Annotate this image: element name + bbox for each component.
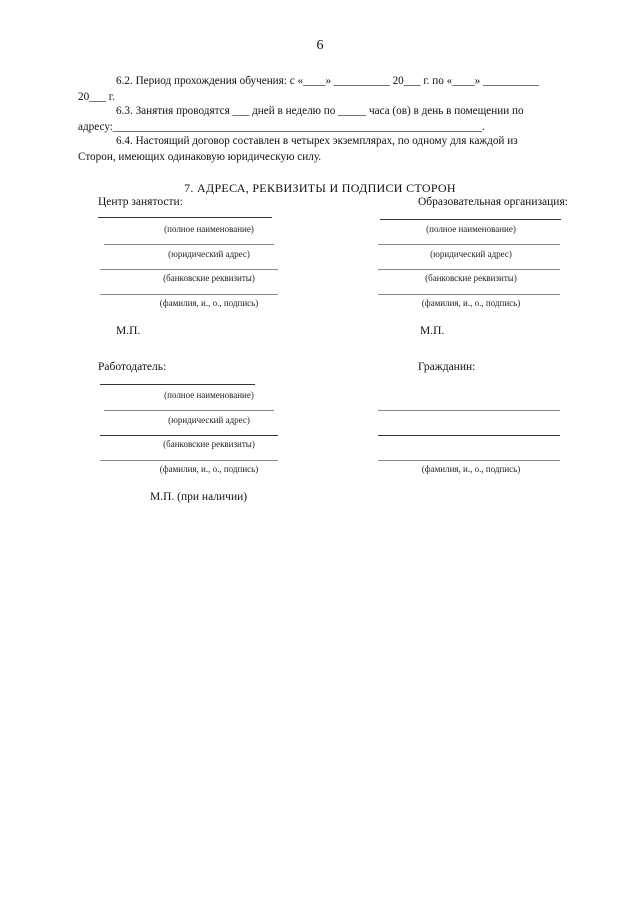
employment-center-caption-name: (полное наименование) <box>164 224 254 234</box>
paragraph-6-4-line1: 6.4. Настоящий договор составлен в четырех экземплярах, по одному для каждой из <box>116 135 518 147</box>
employment-center-stamp: М.П. <box>116 325 141 337</box>
employment-center-caption-signature: (фамилия, и., о., подпись) <box>159 298 259 308</box>
section-title: 7. АДРЕСА, РЕКВИЗИТЫ И ПОДПИСИ СТОРОН <box>184 181 456 195</box>
employment-center-name-line <box>98 217 272 218</box>
employer-bank-line <box>100 435 278 436</box>
citizen-caption-signature: (фамилия, и., о., подпись) <box>421 464 521 474</box>
educational-org-address-line <box>378 244 560 245</box>
citizen-signature-line <box>378 460 560 461</box>
paragraph-6-2-line1: 6.2. Период прохождения обучения: с «____» __________ 20___ г. по «____» __________ <box>116 75 539 87</box>
citizen-title: Гражданин: <box>418 361 476 373</box>
employer-title: Работодатель: <box>98 361 167 373</box>
educational-org-title: Образовательная организация: <box>418 196 568 208</box>
educational-org-caption-bank: (банковские реквизиты) <box>425 273 517 283</box>
educational-org-bank-line <box>378 269 560 270</box>
paragraph-6-2-line2: 20___ г. <box>78 91 115 103</box>
employer-signature-line <box>100 460 278 461</box>
employer-caption-name: (полное наименование) <box>164 390 254 400</box>
paragraph-6-3-line2: адресу:__________________________________________________________________. <box>78 121 485 133</box>
employment-center-title: Центр занятости: <box>98 196 183 208</box>
employer-address-line <box>104 410 274 411</box>
page-number: 6 <box>316 38 324 53</box>
educational-org-caption-signature: (фамилия, и., о., подпись) <box>421 298 521 308</box>
employment-center-address-line <box>104 244 274 245</box>
paragraph-6-4 <box>78 133 604 165</box>
paragraph-6-2 <box>78 73 604 105</box>
paragraph-6-4-line2: Сторон, имеющих одинаковую юридическую силу. <box>78 151 322 163</box>
employment-center-bank-line <box>100 269 278 270</box>
paragraph-6-3 <box>78 103 604 135</box>
employment-center-caption-address: (юридический адрес) <box>168 249 250 259</box>
employer-stamp: М.П. (при наличии) <box>150 491 248 503</box>
employer-name-line <box>100 384 255 385</box>
citizen-line-1 <box>378 410 560 411</box>
employer-caption-signature: (фамилия, и., о., подпись) <box>159 464 259 474</box>
paragraph-6-3-line1: 6.3. Занятия проводятся ___ дней в неделю по _____ часа (ов) в день в помещении по <box>116 105 524 117</box>
citizen-line-2 <box>378 435 560 436</box>
educational-org-signature-line <box>378 294 560 295</box>
employer-caption-address: (юридический адрес) <box>168 415 250 425</box>
educational-org-name-line <box>380 219 561 220</box>
employment-center-signature-line <box>100 294 278 295</box>
employment-center-caption-bank: (банковские реквизиты) <box>163 273 255 283</box>
educational-org-caption-name: (полное наименование) <box>426 224 516 234</box>
employer-caption-bank: (банковские реквизиты) <box>163 439 255 449</box>
educational-org-caption-address: (юридический адрес) <box>430 249 512 259</box>
educational-org-stamp: М.П. <box>420 325 445 337</box>
